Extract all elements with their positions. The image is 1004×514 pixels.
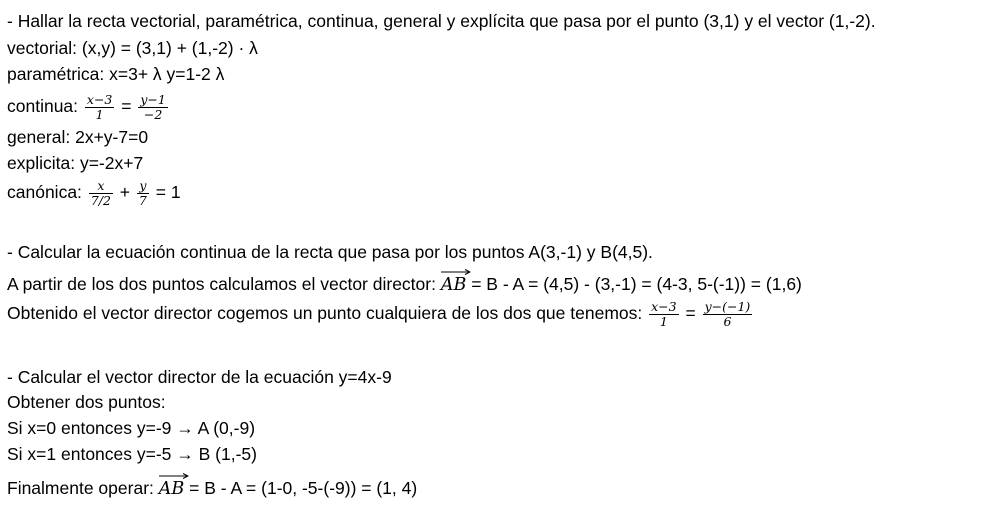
equals-sign: = — [685, 303, 696, 323]
vector-label: AB — [158, 479, 185, 499]
equals-sign: = — [121, 96, 132, 116]
fraction-numerator: y−(−1) — [704, 298, 751, 314]
fraction-denominator: −2 — [143, 106, 163, 122]
fraction-numerator: x−3 — [651, 298, 677, 314]
fraction-numerator: x−3 — [86, 91, 113, 107]
vector-ab — [159, 475, 185, 500]
section3-line3: Si x=1 entonces y=-5 → B (1,-5) — [7, 444, 257, 464]
section3-line4 — [7, 475, 417, 500]
fraction — [89, 179, 113, 208]
explicit-equation: explicita: y=-2x+7 — [7, 153, 144, 173]
vectorial-equation: vectorial: (x,y) = (3,1) + (1,-2) · λ — [7, 38, 258, 58]
vector-arrow-icon — [159, 473, 189, 479]
fraction — [137, 179, 149, 208]
canonical-equation — [7, 173, 181, 211]
fraction-numerator: y — [137, 179, 149, 194]
plus-sign: + — [119, 182, 131, 202]
section2-line1-text: A partir de los dos puntos calculamos el vector director: — [7, 274, 436, 294]
fraction-denominator: 1 — [95, 106, 104, 122]
parametric-equation: paramétrica: x=3+ λ y=1-2 λ — [7, 64, 225, 84]
canonica-label: canónica: — [7, 182, 82, 202]
section2-line2-text: Obtenido el vector director cogemos un punto cualquiera de los dos que tenemos: — [7, 303, 643, 323]
fraction-denominator: 6 — [723, 313, 732, 329]
canonica-rhs: = 1 — [155, 182, 181, 202]
fraction-numerator: y−1 — [140, 91, 166, 107]
fraction — [703, 300, 753, 329]
vector-label: AB — [440, 275, 467, 295]
section3-heading: - Calcular el vector director de la ecuación y=4x-9 — [7, 367, 392, 387]
section3-line4-text: Finalmente operar: — [7, 478, 154, 498]
fraction-denominator: 1 — [659, 313, 668, 329]
fraction-numerator: x — [89, 179, 113, 194]
continuous-equation — [7, 88, 170, 124]
section3-line2: Si x=0 entonces y=-9 → A (0,-9) — [7, 418, 256, 438]
fraction-denominator: 7/2 — [90, 192, 111, 208]
section3-line1: Obtener dos puntos: — [7, 392, 166, 412]
section2-line2 — [7, 292, 754, 334]
continua-label: continua: — [7, 96, 79, 116]
section2-heading: - Calcular la ecuación continua de la recta que pasa por los puntos A(3,-1) y B(4,5). — [7, 242, 653, 262]
section1-heading: - Hallar la recta vectorial, paramétrica, continua, general y explícita que pasa por el punto (3,1) y el vector (1,-2). — [7, 11, 876, 31]
general-equation: general: 2x+y-7=0 — [7, 127, 149, 147]
fraction — [85, 93, 114, 122]
fraction — [138, 93, 168, 122]
fraction-denominator: 7 — [138, 192, 147, 208]
section3-line4-rest: = B - A = (1-0, -5-(-9)) = (1, 4) — [189, 478, 418, 498]
fraction — [649, 300, 678, 329]
section2-line1-rest: = B - A = (4,5) - (3,-1) = (4-3, 5-(-1)) = (1,6) — [471, 274, 802, 294]
vector-arrow-icon — [441, 269, 471, 275]
